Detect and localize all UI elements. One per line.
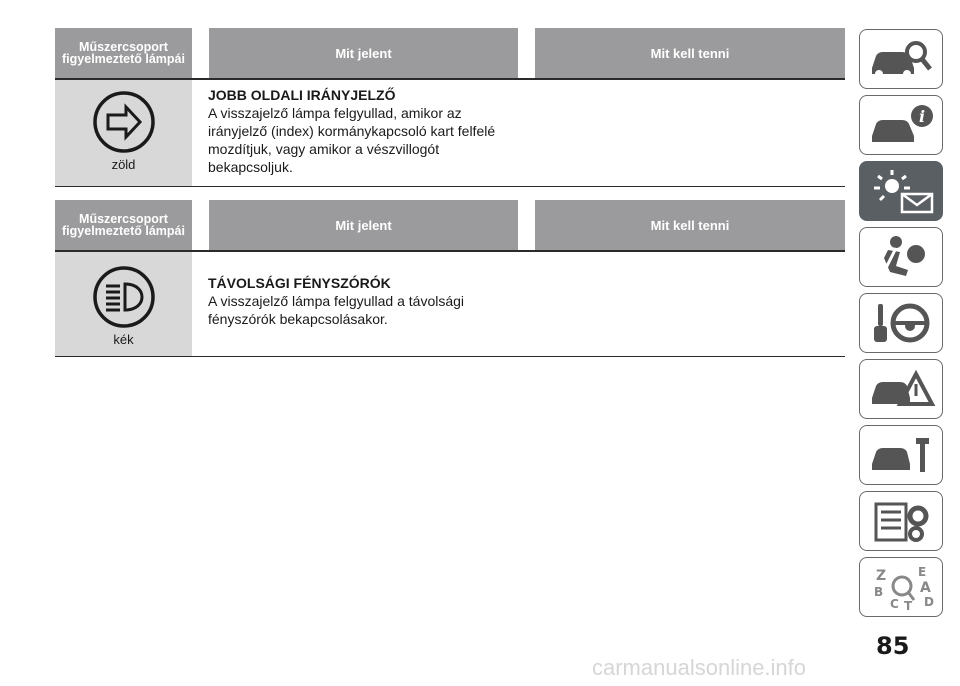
header-col-lights: Műszercsoport figyelmeztető lámpái xyxy=(55,200,192,250)
svg-text:C: C xyxy=(890,597,899,611)
warning-light-message-icon xyxy=(866,166,936,216)
specs-gear-icon xyxy=(866,496,936,546)
alphabet-index-icon xyxy=(866,562,936,612)
tab-starting-driving[interactable] xyxy=(859,293,943,353)
row-rule xyxy=(55,186,845,187)
warning-title: TÁVOLSÁGI FÉNYSZÓRÓK xyxy=(208,275,391,291)
tab-warning-lights[interactable] xyxy=(859,161,943,221)
svg-text:E: E xyxy=(918,565,927,579)
right-turn-signal-icon xyxy=(92,90,156,154)
chapter-tabs xyxy=(859,29,945,623)
color-label: zöld xyxy=(111,157,136,172)
table-header xyxy=(55,28,845,78)
header-col-meaning: Mit jelent xyxy=(209,200,518,250)
tab-safety[interactable] xyxy=(859,227,943,287)
key-steering-wheel-icon xyxy=(866,298,936,348)
header-col-meaning: Mit jelent xyxy=(209,28,518,78)
svg-text:D: D xyxy=(924,595,934,609)
warning-title: JOBB OLDALI IRÁNYJELZŐ xyxy=(208,87,396,103)
tab-car-info[interactable] xyxy=(859,95,943,155)
header-col-action: Mit kell tenni xyxy=(535,200,845,250)
tab-car-search[interactable] xyxy=(859,29,943,89)
car-wrench-icon xyxy=(866,430,936,480)
high-beam-icon xyxy=(92,265,156,329)
header-col-action: Mit kell tenni xyxy=(535,28,845,78)
icon-cell xyxy=(55,80,192,186)
svg-text:A: A xyxy=(920,580,931,596)
watermark: carmanualsonline.info xyxy=(592,655,807,680)
warning-light-table-2 xyxy=(55,200,845,357)
icon-cell xyxy=(55,252,192,356)
warning-description: A visszajelző lámpa felgyullad, amikor az irányjelző (index) kormánykapcsoló kart felfelé mozdítjuk, vagy amikor a vészvillogót bekapcsoljuk. xyxy=(208,105,496,175)
header-col-lights: Műszercsoport figyelmeztető lámpái xyxy=(55,28,192,78)
table-header xyxy=(55,200,845,250)
color-label: kék xyxy=(113,332,134,347)
airbag-passenger-icon xyxy=(866,232,936,282)
svg-text:B: B xyxy=(874,585,884,599)
row-rule xyxy=(55,356,845,357)
warning-description: A visszajelző lámpa felgyullad a távolsági fényszórók bekapcsolásakor. xyxy=(208,293,465,327)
table-row xyxy=(55,252,845,356)
tab-maintenance[interactable] xyxy=(859,425,943,485)
tab-emergency[interactable] xyxy=(859,359,943,419)
warning-light-table-1 xyxy=(55,28,845,187)
svg-text:T: T xyxy=(904,599,913,612)
car-warning-triangle-icon xyxy=(866,364,936,414)
car-info-icon xyxy=(866,100,936,150)
description-cell xyxy=(192,80,508,186)
tab-technical-data[interactable] xyxy=(859,491,943,551)
car-search-icon xyxy=(866,34,936,84)
svg-text:i: i xyxy=(918,107,926,126)
svg-text:Z: Z xyxy=(876,568,887,584)
description-cell xyxy=(192,252,508,356)
page-number: 85 xyxy=(876,632,910,660)
table-row xyxy=(55,80,845,186)
tab-index[interactable] xyxy=(859,557,943,617)
